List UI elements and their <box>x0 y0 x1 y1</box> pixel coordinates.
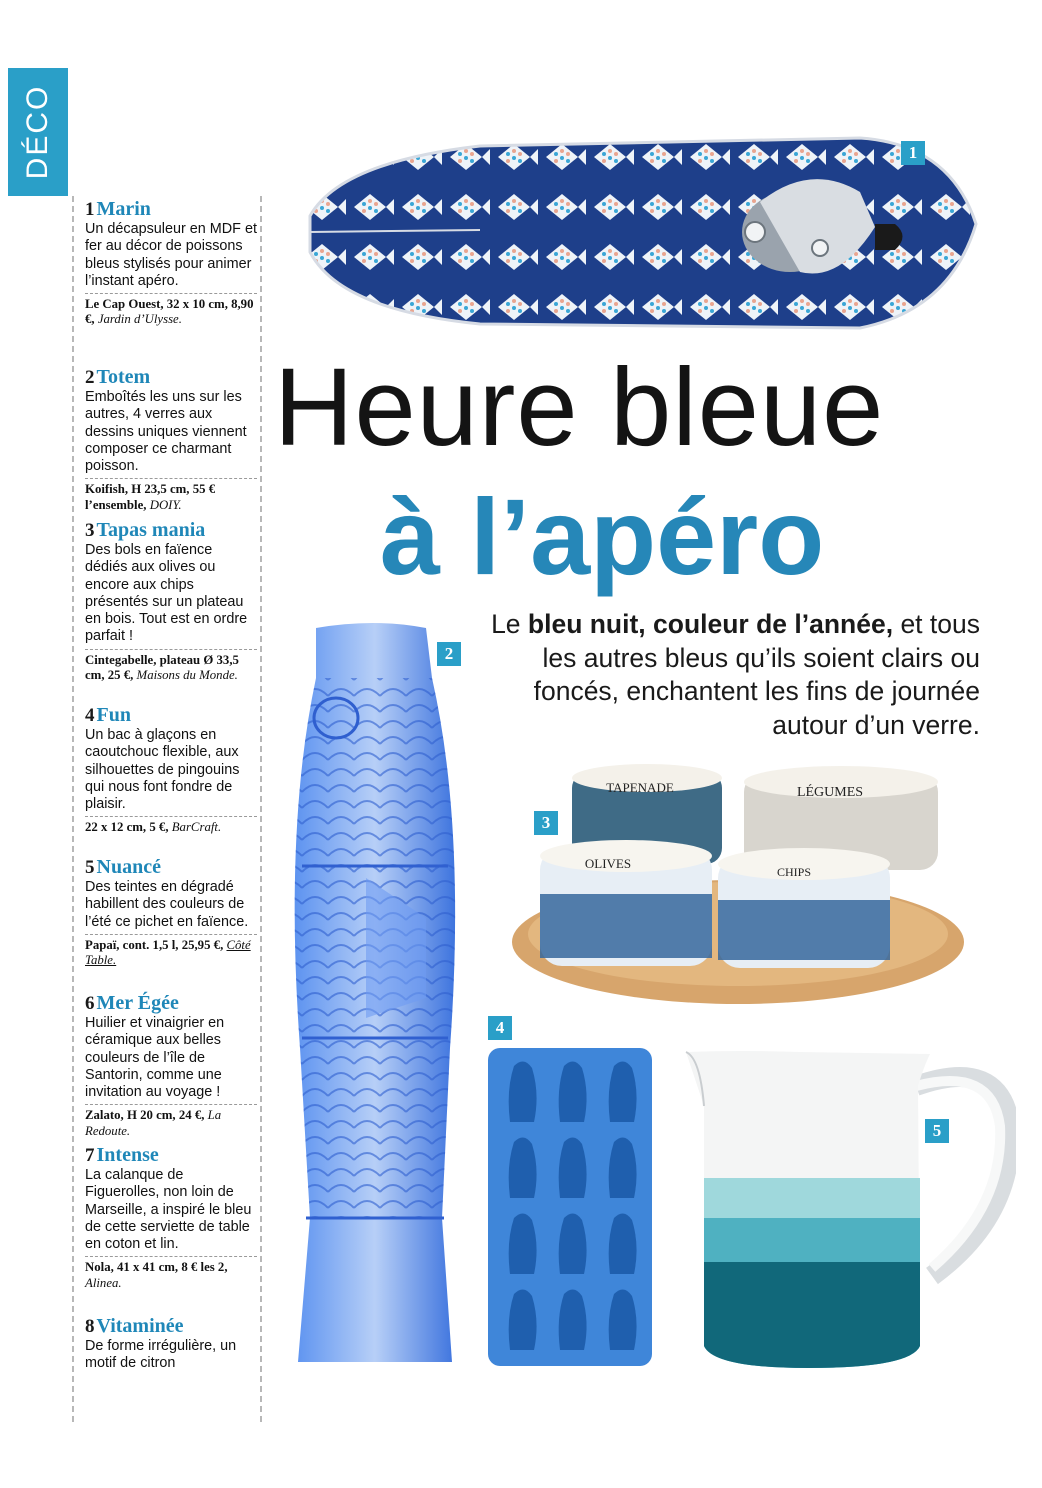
bottle-opener-image <box>300 132 982 334</box>
entry-body: Des bols en faïence dédiés aux olives ou encore aux chips présentés sur un plateau en bois. Tout est en ordre parfait ! <box>85 542 248 645</box>
entry-number: 4 <box>85 705 95 726</box>
entry-1 <box>85 198 257 328</box>
entry-ref: Cintegabelle, plateau Ø 33,5 cm, 25 €, Maisons du Monde. <box>85 649 257 684</box>
section-tab <box>8 68 68 196</box>
badge-3: 3 <box>534 811 558 835</box>
bowl-label-legumes: LÉGUMES <box>796 785 864 800</box>
entry-title <box>85 198 257 221</box>
entry-2 <box>85 366 257 513</box>
badge-1: 1 <box>901 141 925 165</box>
entry-title <box>85 519 257 542</box>
entry-title <box>85 1315 257 1338</box>
page-title-line2: à l’apéro <box>380 476 825 597</box>
entry-number: 1 <box>85 199 95 220</box>
entry-3 <box>85 519 257 683</box>
entry-8 <box>85 1315 257 1373</box>
entry-7 <box>85 1144 257 1291</box>
shop-name: BarCraft. <box>171 820 222 835</box>
entry-name: Tapas mania <box>96 519 206 541</box>
entry-title <box>85 366 257 389</box>
entry-name: Nuancé <box>96 856 161 878</box>
shop-name: Maisons du Monde. <box>136 668 238 683</box>
entry-body: La calanque de Figuerolles, non loin de Marseille, a inspiré le bleu de cette serviette de table en coton et lin. <box>85 1167 252 1253</box>
fish-glasses-image <box>276 618 472 1370</box>
entry-number: 2 <box>85 367 95 388</box>
entry-ref: Papaï, cont. 1,5 l, 25,95 €, Côté Table. <box>85 934 257 969</box>
entry-number: 6 <box>85 993 95 1014</box>
entry-name: Mer Égée <box>96 992 179 1014</box>
intro-text: Le bleu nuit, couleur de l’année, et tous les autres bleus qu’ils soient clairs ou foncés, enchantent les fins de journée autour d’un verre. <box>491 609 980 740</box>
pitcher-image <box>680 1046 1016 1372</box>
entry-ref: Nola, 41 x 41 cm, 8 € les 2, Alinea. <box>85 1256 257 1291</box>
badge-2: 2 <box>437 642 461 666</box>
tapas-bowls-image <box>512 764 974 1008</box>
section-label: DÉCO <box>21 84 54 180</box>
shop-name: Alinea. <box>85 1275 122 1290</box>
entry-body: Emboîtés les uns sur les autres, 4 verres aux dessins uniques viennent composer ce charmant poisson. <box>85 389 247 475</box>
shop-name: Jardin d’Ulysse. <box>97 312 182 327</box>
entry-name: Vitaminée <box>96 1315 184 1337</box>
entry-body: De forme irrégulière, un motif de citron <box>85 1338 237 1372</box>
entry-name: Fun <box>96 704 131 726</box>
badge-5: 5 <box>925 1119 949 1143</box>
entry-4 <box>85 704 257 836</box>
bowl-label-chips: CHIPS <box>776 865 812 879</box>
bowl-label-tapenade: TAPENADE <box>606 780 674 795</box>
entry-title <box>85 704 257 727</box>
entry-name: Intense <box>96 1144 159 1166</box>
entry-number: 7 <box>85 1145 95 1166</box>
entry-number: 5 <box>85 857 95 878</box>
entry-title <box>85 992 257 1015</box>
entry-5 <box>85 856 257 968</box>
entry-name: Totem <box>96 366 151 388</box>
entry-6 <box>85 992 257 1139</box>
page-title-line1: Heure bleue <box>274 346 885 469</box>
entry-body: Des teintes en dégradé habillent des couleurs de l’été ce pichet en faïence. <box>85 879 249 930</box>
entry-body: Un décapsuleur en MDF et fer au décor de poissons bleus stylisés pour animer l’instant apéro. <box>85 221 257 289</box>
bowl-label-olives: OLIVES <box>584 856 632 871</box>
entry-number: 8 <box>85 1316 95 1337</box>
badge-4: 4 <box>488 1016 512 1040</box>
product-sidebar <box>72 196 262 1422</box>
entry-ref: Koifish, H 23,5 cm, 55 € l’ensemble, DOIY. <box>85 478 257 513</box>
entry-ref: 22 x 12 cm, 5 €, BarCraft. <box>85 816 257 835</box>
entry-ref: Le Cap Ouest, 32 x 10 cm, 8,90 €, Jardin d’Ulysse. <box>85 293 257 328</box>
entry-body: Huilier et vinaigrier en céramique aux belles couleurs de l’île de Santorin, comme une invitation au voyage ! <box>85 1015 225 1101</box>
entry-number: 3 <box>85 520 95 541</box>
intro-bold: bleu nuit, couleur de l’année, <box>527 609 894 639</box>
entry-body: Un bac à glaçons en caoutchouc flexible, aux silhouettes de pingouins qui nous font fondre de plaisir. <box>85 727 240 813</box>
entry-ref: Zalato, H 20 cm, 24 €, La Redoute. <box>85 1104 257 1139</box>
entry-title <box>85 1144 257 1167</box>
shop-name: La Redoute. <box>85 1108 222 1138</box>
entry-name: Marin <box>96 198 151 220</box>
entry-title <box>85 856 257 879</box>
ice-tray-image <box>486 1046 654 1368</box>
shop-name: DOIY. <box>149 497 182 512</box>
shop-name: Côté Table. <box>85 937 251 968</box>
